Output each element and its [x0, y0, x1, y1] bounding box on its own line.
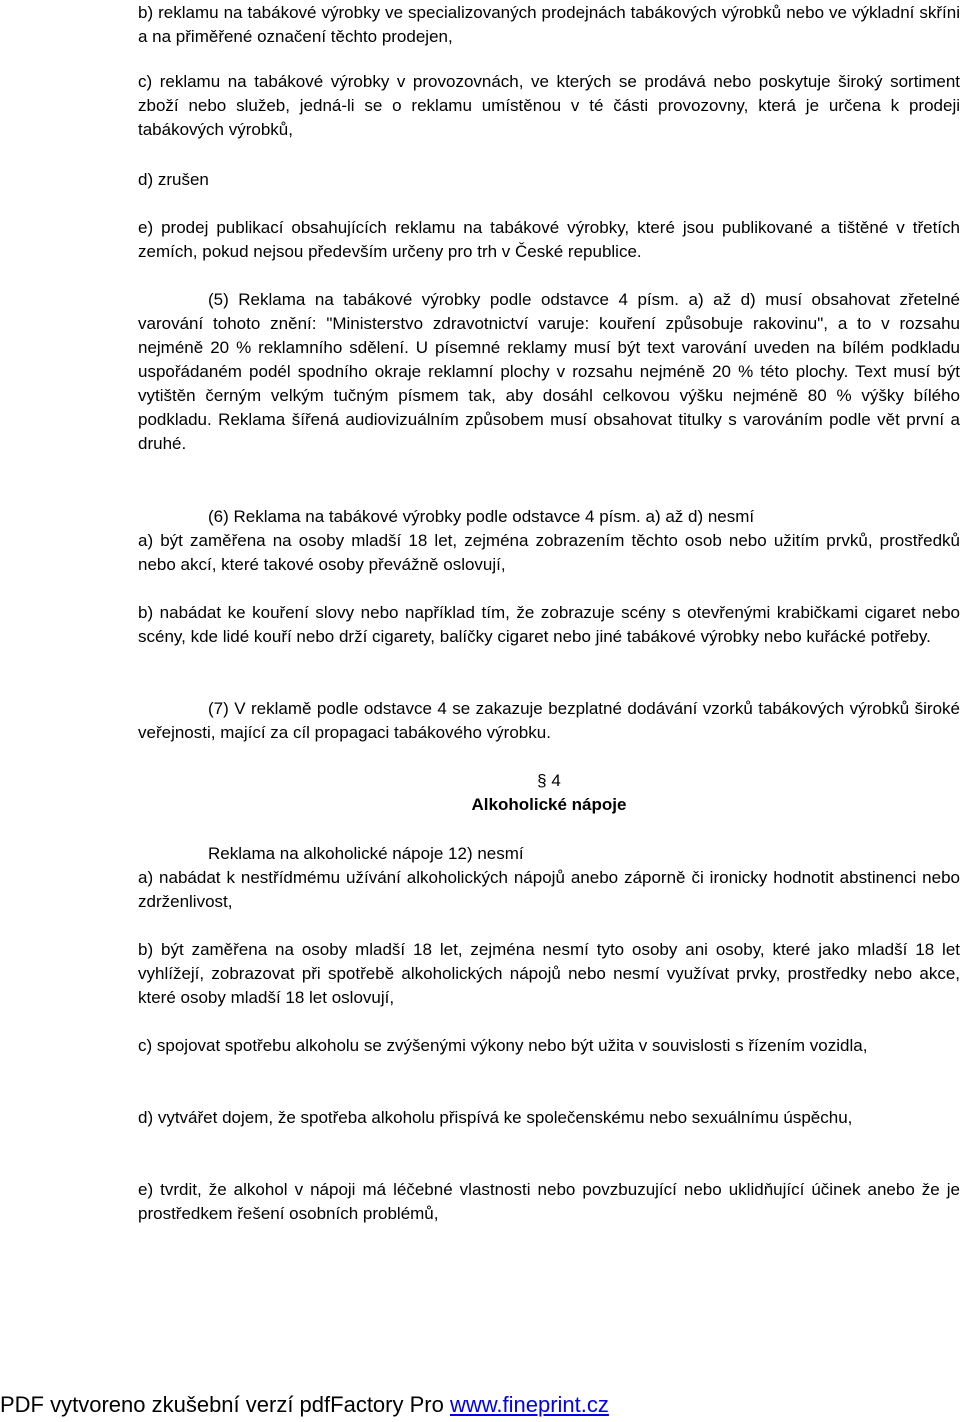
- paragraph-6a: a) být zaměřena na osoby mladší 18 let, zejména zobrazením těchto osob nebo užitím prvků, prostředků nebo akcí, které takové osoby převážně oslovují,: [138, 531, 960, 574]
- paragraph-6: (6) Reklama na tabákové výrobky podle odstavce 4 písm. a) až d) nesmí: [208, 507, 755, 526]
- alcohol-item-e: e) tvrdit, že alkohol v nápoji má léčebné vlastnosti nebo povzbuzující nebo uklidňující účinek anebo že je prostředkem řešení osobních problémů,: [138, 1180, 960, 1223]
- alcohol-item-d: d) vytvářet dojem, že spotřeba alkoholu přispívá ke společenskému nebo sexuálnímu úspěchu,: [138, 1108, 853, 1127]
- paragraph-c: c) reklamu na tabákové výrobky v provozovnách, ve kterých se prodává nebo poskytuje široký sortiment zboží nebo služeb, jedná-li se o reklamu umístěnou v té části provozovny, která je určena k prodeji tabákových výrobků,: [138, 72, 960, 139]
- paragraph-e: e) prodej publikací obsahujících reklamu na tabákové výrobky, které jsou publikované a tištěné v třetích zemích, pokud nejsou především určeny pro trh v České republice.: [138, 218, 960, 261]
- section-number: § 4: [537, 771, 561, 790]
- section-title: Alkoholické nápoje: [471, 795, 627, 814]
- alcohol-intro: Reklama na alkoholické nápoje 12) nesmí: [208, 844, 524, 863]
- pdf-footer: [0, 1390, 609, 1420]
- paragraph-5: (5) Reklama na tabákové výrobky podle odstavce 4 písm. a) až d) musí obsahovat zřetelné varování tohoto znění: "Ministerstvo zdravotnictví varuje: kouření způsobuje rakovinu", a to v rozsahu nejméně 20 % reklamního sdělení. U písemné reklamy musí být text varování uveden na bílém podkladu uspořádaném podél spodního okraje reklamní plochy v rozsahu nejméně 20 % této plochy. Text musí být vytištěn černým velkým tučným písmem tak, aby dosáhl celkovou výšku nejméně 80 % výšky bílého podkladu. Reklama šířená audiovizuálním způsobem musí obsahovat titulky s varováním podle vět první a druhé.: [138, 290, 960, 453]
- alcohol-item-a: a) nabádat k nestřídmému užívání alkoholických nápojů anebo záporně či ironicky hodnotit abstinenci nebo zdrženlivost,: [138, 868, 960, 911]
- paragraph-b: b) reklamu na tabákové výrobky ve specializovaných prodejnách tabákových výrobků nebo ve výkladní skříni a na přiměřené označení těchto prodejen,: [138, 3, 960, 46]
- paragraph-7: (7) V reklamě podle odstavce 4 se zakazuje bezplatné dodávání vzorků tabákových výrobků široké veřejnosti, mající za cíl propagaci tabákového výrobku.: [138, 699, 960, 742]
- alcohol-item-b: b) být zaměřena na osoby mladší 18 let, zejména nesmí tyto osoby ani osoby, které jako mladší 18 let vyhlížejí, zobrazovat při spotřebě alkoholických nápojů nebo nesmí využívat prvky, prostředky nebo akce, které osoby mladší 18 let oslovují,: [138, 940, 960, 1007]
- paragraph-6b: b) nabádat ke kouření slovy nebo například tím, že zobrazuje scény s otevřenými krabičkami cigaret nebo scény, kde lidé kouří nebo drží cigarety, balíčky cigaret nebo jiné tabákové výrobky nebo kuřácké potřeby.: [138, 603, 960, 646]
- alcohol-item-c: c) spojovat spotřebu alkoholu se zvýšenými výkony nebo být užita v souvislosti s řízením vozidla,: [138, 1036, 868, 1055]
- footer-text: PDF vytvoreno zkušební verzí pdfFactory Pro: [0, 1392, 450, 1417]
- fineprint-link[interactable]: www.fineprint.cz: [449, 1392, 609, 1417]
- paragraph-d: d) zrušen: [138, 170, 209, 189]
